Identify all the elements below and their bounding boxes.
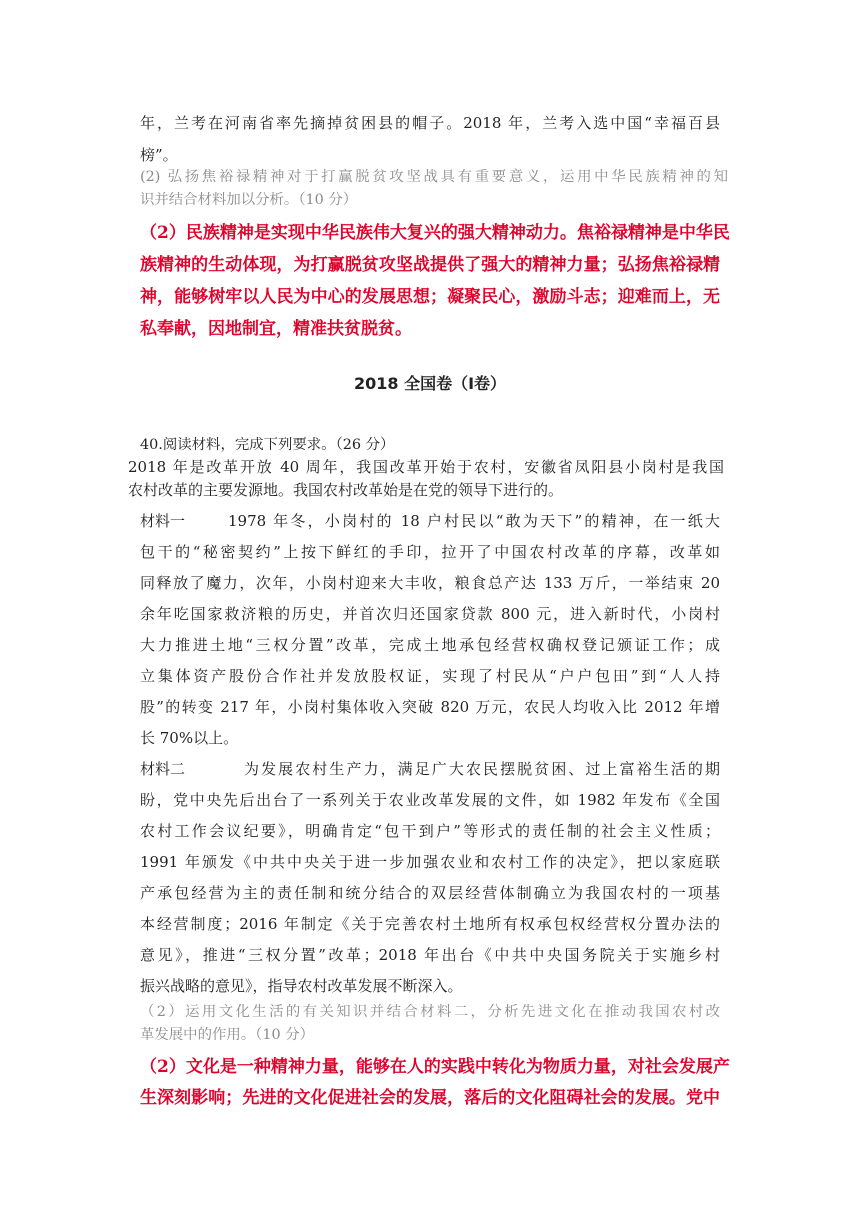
material-two-line: 材料二 为发展农村生产力，满足广大农民摆脱贫困、过上富裕生活的期 xyxy=(140,760,720,778)
answer-text-line: 神，能够树牢以人民为中心的发展思想；凝聚民心，激励斗志；迎难而上，无 xyxy=(140,287,720,307)
body-text-line: 榜”。 xyxy=(140,146,178,164)
intro-text-line: 2018 年是改革开放 40 周年，我国改革开始于农村，安徽省凤阳县小岗村是我国 xyxy=(128,458,724,476)
answer-text-line: （2）民族精神是实现中华民族伟大复兴的强大精神动力。焦裕禄精神是中华民 xyxy=(140,223,730,243)
material-two-line: 1991 年颁发《中共中央关于进一步加强农业和农村工作的决定》，把以家庭联 xyxy=(140,853,720,871)
material-two-line: 本经营制度；2016 年制定《关于完善农村土地所有权承包权经营权分置办法的 xyxy=(140,915,720,933)
material-one-label: 材料一 xyxy=(140,512,186,530)
answer-text-line: 私奉献，因地制宜，精准扶贫脱贫。 xyxy=(140,319,412,339)
material-two-line: 振兴战略的意见》，指导农村改革发展不断深入。 xyxy=(140,977,463,995)
material-one-line: 包干的“秘密契约”上按下鲜红的手印，拉开了中国农村改革的序幕，改革如 xyxy=(140,543,720,561)
question-text-line: （2）运用文化生活的有关知识并结合材料二，分析先进文化在推动我国农村改 xyxy=(140,1004,720,1020)
material-one-line: 立集体资产股份合作社并发放股权证，实现了村民从“户户包田”到“人人持 xyxy=(140,667,720,685)
body-text-line: 年，兰考在河南省率先摘掉贫困县的帽子。2018 年，兰考入选中国“幸福百县 xyxy=(140,114,720,132)
material-two-label: 材料二 xyxy=(140,760,186,778)
answer-text-line: 族精神的生动体现，为打赢脱贫攻坚战提供了强大的精神力量；弘扬焦裕禄精 xyxy=(140,255,720,275)
material-two-line: 盼，党中央先后出台了一系列关于农业改革发展的文件，如 1982 年发布《全国 xyxy=(140,791,720,809)
answer-text-line: （2）文化是一种精神力量，能够在人的实践中转化为物质力量，对社会发展产 xyxy=(140,1057,730,1077)
question-stem: 40.阅读材料，完成下列要求。（26 分） xyxy=(140,437,395,453)
section-heading: 2018 全国卷（Ⅰ卷） xyxy=(353,374,507,393)
material-two-line: 产承包经营为主的责任制和统分结合的双层经营体制确立为我国农村的一项基 xyxy=(140,884,720,902)
material-one-line: 大力推进土地“三权分置”改革，完成土地承包经营权确权登记颁证工作；成 xyxy=(140,636,720,654)
intro-text-line: 农村改革的主要发源地。我国农村改革始是在党的领导下进行的。 xyxy=(128,481,564,499)
material-two-line: 农村工作会议纪要》，明确肯定“包干到户”等形式的责任制的社会主义性质； xyxy=(140,822,720,840)
material-one-line: 余年吃国家救济粮的历史，并首次归还国家贷款 800 元，进入新时代，小岗村 xyxy=(140,605,720,623)
answer-text-line: 生深刻影响；先进的文化促进社会的发展，落后的文化阻碍社会的发展。党中 xyxy=(140,1088,720,1108)
material-one-line: 材料一 1978 年冬，小岗村的 18 户村民以“敢为天下”的精神，在一纸大 xyxy=(140,512,720,530)
question-text-line: 革发展中的作用。（10 分） xyxy=(140,1027,314,1043)
material-one-line: 股”的转变 217 年，小岗村集体收入突破 820 万元，农民人均收入比 2012 年增 xyxy=(140,698,720,716)
question-text-line: (2) 弘扬焦裕禄精神对于打赢脱贫攻坚战具有重要意义，运用中华民族精神的知 xyxy=(140,169,728,185)
material-one-line: 长 70%以上。 xyxy=(140,729,239,747)
material-two-line: 意见》，推进“三权分置”改革；2018 年出台《中共中央国务院关于实施乡村 xyxy=(140,946,720,964)
question-text-line: 识并结合材料加以分析。（10 分） xyxy=(140,192,358,208)
material-one-line: 同释放了魔力，次年，小岗村迎来大丰收，粮食总产达 133 万斤，一举结束 20 xyxy=(140,574,720,592)
